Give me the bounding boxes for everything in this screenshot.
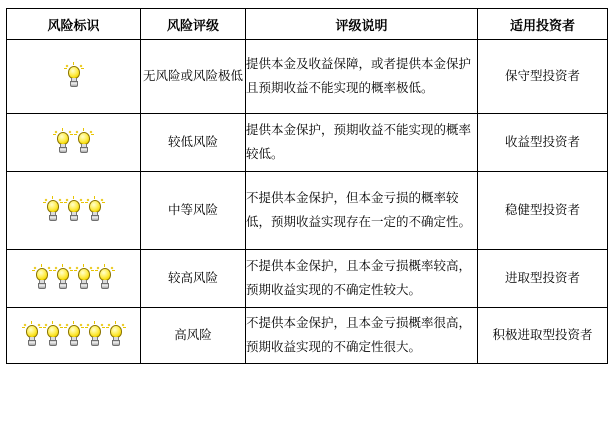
lightbulb-icon: [86, 324, 104, 348]
risk-rating-cell: 较高风险: [141, 250, 246, 308]
column-header-risk-mark: 风险标识: [7, 9, 141, 40]
column-header-suitable-investor: 适用投资者: [478, 9, 608, 40]
lightbulb-icon: [65, 324, 83, 348]
suitable-investor-cell: 稳健型投资者: [478, 172, 608, 250]
rating-description-cell: 不提供本金保护，且本金亏损概率很高，预期收益实现的不确定性很大。: [246, 308, 478, 364]
risk-mark-cell: [7, 308, 141, 364]
table-row: [7, 308, 608, 364]
lightbulb-icon: [54, 131, 72, 155]
lightbulb-icon: [33, 267, 51, 291]
lightbulb-icon: [44, 324, 62, 348]
risk-rating-cell: 较低风险: [141, 114, 246, 172]
risk-mark-cell: [7, 172, 141, 250]
lightbulb-icon: [23, 324, 41, 348]
risk-mark-cell: [7, 250, 141, 308]
table-row: [7, 114, 608, 172]
suitable-investor-cell: 积极进取型投资者: [478, 308, 608, 364]
table-body: [7, 40, 608, 364]
risk-rating-table: [6, 8, 608, 364]
bulb-icon-group: [7, 131, 140, 155]
table-header-row: [7, 9, 608, 40]
risk-rating-cell: 无风险或风险极低: [141, 40, 246, 114]
suitable-investor-cell: 收益型投资者: [478, 114, 608, 172]
suitable-investor-cell: 保守型投资者: [478, 40, 608, 114]
rating-description-cell: 不提供本金保护，且本金亏损概率较高，预期收益实现的不确定性较大。: [246, 250, 478, 308]
risk-rating-cell: 中等风险: [141, 172, 246, 250]
rating-description-cell: 提供本金及收益保障，或者提供本金保护且预期收益不能实现的概率极低。: [246, 40, 478, 114]
lightbulb-icon: [96, 267, 114, 291]
lightbulb-icon: [86, 199, 104, 223]
column-header-rating-description: 评级说明: [246, 9, 478, 40]
column-header-risk-rating: 风险评级: [141, 9, 246, 40]
bulb-icon-group: [7, 267, 140, 291]
lightbulb-icon: [65, 199, 83, 223]
table-row: [7, 250, 608, 308]
risk-mark-cell: [7, 40, 141, 114]
table-row: [7, 172, 608, 250]
bulb-icon-group: [7, 199, 140, 223]
lightbulb-icon: [44, 199, 62, 223]
lightbulb-icon: [75, 131, 93, 155]
risk-mark-cell: [7, 114, 141, 172]
table-header: [7, 9, 608, 40]
lightbulb-icon: [107, 324, 125, 348]
rating-description-cell: 不提供本金保护，但本金亏损的概率较低，预期收益实现存在一定的不确定性。: [246, 172, 478, 250]
rating-description-cell: 提供本金保护，预期收益不能实现的概率较低。: [246, 114, 478, 172]
table-row: [7, 40, 608, 114]
lightbulb-icon: [75, 267, 93, 291]
bulb-icon-group: [7, 324, 140, 348]
risk-rating-cell: 高风险: [141, 308, 246, 364]
lightbulb-icon: [65, 65, 83, 89]
bulb-icon-group: [7, 65, 140, 89]
suitable-investor-cell: 进取型投资者: [478, 250, 608, 308]
lightbulb-icon: [54, 267, 72, 291]
